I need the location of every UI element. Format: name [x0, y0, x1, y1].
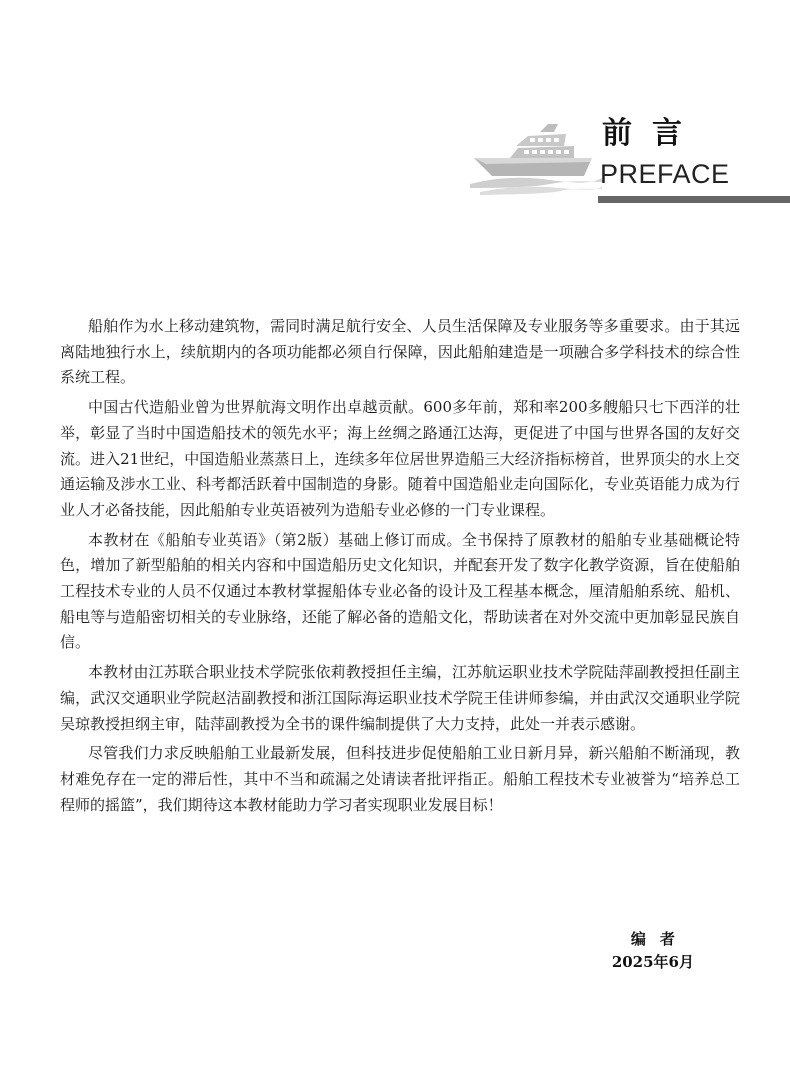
page-title-en: PREFACE [600, 159, 730, 189]
page-title: 前言 [602, 116, 702, 151]
date-label: 2025年6月 [611, 953, 694, 971]
paragraph: 中国古代造船业曾为世界航海文明作出卓越贡献。600多年前，郑和率200多艘船只七下西洋的壮举，彰显了当时中国造船技术的领先水平；海上丝绸之路通江达海，更促进了中国与世界各国的友好交流。进入21世纪，中国造船业蒸蒸日上，连续多年位居世界造船三大经济指标榜首，世界顶尖的水上交通运输及涉水工业、科考都活跃着中国制造的身影。随着中国造船业走向国际化，专业英语能力成为行业人才必备技能，因此船舶专业英语被列为造船专业必修的一门专业课程。 [60, 398, 740, 519]
ship-icon [470, 118, 602, 196]
editor-label: 编者 [630, 930, 689, 948]
signature-block [612, 928, 694, 974]
paragraph: 船舶作为水上移动建筑物，需同时满足航行安全、人员生活保障及专业服务等多重要求。由于其远离陆地独行水上，续航期内的各项功能都必须自行保障，因此船舶建造是一项融合多学科技术的综合性系统工程。 [60, 317, 740, 387]
title-underline-bar [598, 196, 790, 203]
paragraph: 本教材在《船舶专业英语》（第2版）基础上修订而成。全书保持了原教材的船舶专业基础概论特色，增加了新型船舶的相关内容和中国造船历史文化知识，并配套开发了数字化教学资源，旨在使船舶工程技术专业的人员不仅通过本教材掌握船体专业必备的设计及工程基本概念，厘清船舶系统、船机、船电等与造船密切相关的专业脉络，还能了解必备的造船文化，帮助读者在对外交流中更加彰显民族自信。 [60, 530, 740, 652]
paragraph: 本教材由江苏联合职业技术学院张依莉教授担任主编，江苏航运职业技术学院陆萍副教授担任副主编，武汉交通职业学院赵洁副教授和浙江国际海运职业技术学院王佳讲师参编，并由武汉交通职业学院吴琼教授担纲主审，陆萍副教授为全书的课件编制提供了大力支持，此处一并表示感谢。 [60, 663, 740, 733]
paragraph: 尽管我们力求反映船舶工业最新发展，但科技进步促使船舶工业日新月异，新兴船舶不断涌现，教材难免存在一定的滞后性，其中不当和疏漏之处请读者批评指正。船舶工程技术专业被誉为“培养总工程师的摇篮”，我们期待这本教材能助力学习者实现职业发展目标！ [60, 744, 740, 814]
preface-body [60, 314, 740, 822]
